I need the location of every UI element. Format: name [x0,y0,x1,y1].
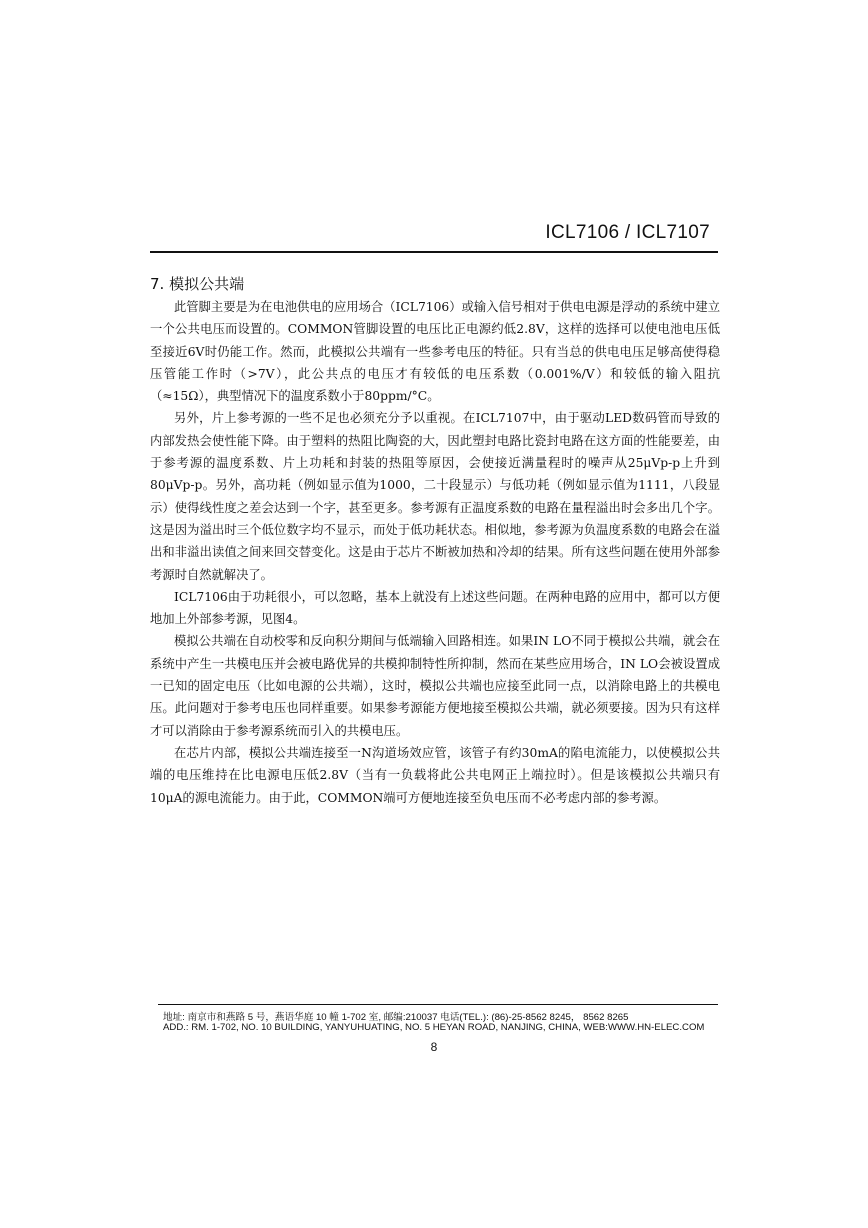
paragraph-1: 此管脚主要是为在电池供电的应用场合（ICL7106）或输入信号相对于供电电源是浮动的系统中建立一个公共电压而设置的。COMMON管脚设置的电压比正电源约低2.8V，这样的选择可以使电池电压低至接近6V时仍能工作。然而，此模拟公共端有一些参考电压的特征。只有当总的供电电压足够高使得稳压管能工作时（>7V），此公共点的电压才有较低的电压系数（0.001%/V）和较低的输入阻抗（≈15Ω），典型情况下的温度系数小于80ppm/°C。 [150,300,720,404]
document-header-title: ICL7106 / ICL7107 [545,222,710,243]
footer-address-english: ADD.: RM. 1-702, NO. 10 BUILDING, YANYUHUATING, NO. 5 HEYAN ROAD, NANJING, CHINA, WEB:WWW.HN-ELEC.COM [163,1022,705,1033]
section-content [150,274,720,809]
paragraph-2: 另外，片上参考源的一些不足也必须充分予以重视。在ICL7107中，由于驱动LED数码管而导致的内部发热会使性能下降。由于塑料的热阻比陶瓷的大，因此塑封电路比瓷封电路在这方面的性能要差，由于参考源的温度系数、片上功耗和封装的热阻等原因，会使接近满量程时的噪声从25μVp-p上升到80μVp-p。另外，高功耗（例如显示值为1000，二十段显示）与低功耗（例如显示值为1111，八段显示）使得线性度之差会达到一个字，甚至更多。参考源有正温度系数的电路在量程溢出时会多出几个字。这是因为溢出时三个低位数字均不显示，而处于低功耗状态。相似地，参考源为负温度系数的电路会在溢出和非溢出读值之间来回交替变化。这是由于芯片不断被加热和冷却的结果。所有这些问题在使用外部参考源时自然就解决了。 [150,411,720,582]
footer-address-chinese: 地址: 南京市和燕路 5 号，燕语华庭 10 幢 1-702 室, 邮编:210037 电话(TEL.): (86)-25-8562 8245， 8562 8265 [163,1012,629,1023]
paragraph-3: ICL7106由于功耗很小，可以忽略，基本上就没有上述这些问题。在两种电路的应用中，都可以方便地加上外部参考源，见图4。 [150,589,720,627]
section-heading: 7. 模拟公共端 [150,275,245,293]
page-number: 8 [430,1040,438,1054]
paragraph-5: 在芯片内部，模拟公共端连接至一N沟道场效应管，该管子有约30mA的陷电流能力，以使模拟公共端的电压维持在比电源电压低2.8V（当有一负载将此公共电网正上端拉时）。但是该模拟公共端只有10μA的源电流能力。由于此，COMMON端可方便地连接至负电压而不必考虑内部的参考源。 [150,745,720,805]
paragraph-4: 模拟公共端在自动校零和反向积分期间与低端输入回路相连。如果IN LO不同于模拟公共端，就会在系统中产生一共模电压并会被电路优异的共模抑制特性所抑制，然而在某些应用场合，IN LO会被设置成一已知的固定电压（比如电源的公共端），这时，模拟公共端也应接至此同一点，以消除电路上的共模电压。此问题对于参考电压也同样重要。如果参考源能方便地接至模拟公共端，就必须要接。因为只有这样才可以消除由于参考源系统而引入的共模电压。 [150,634,720,738]
footer-divider [158,1004,718,1005]
header-divider [150,251,718,253]
